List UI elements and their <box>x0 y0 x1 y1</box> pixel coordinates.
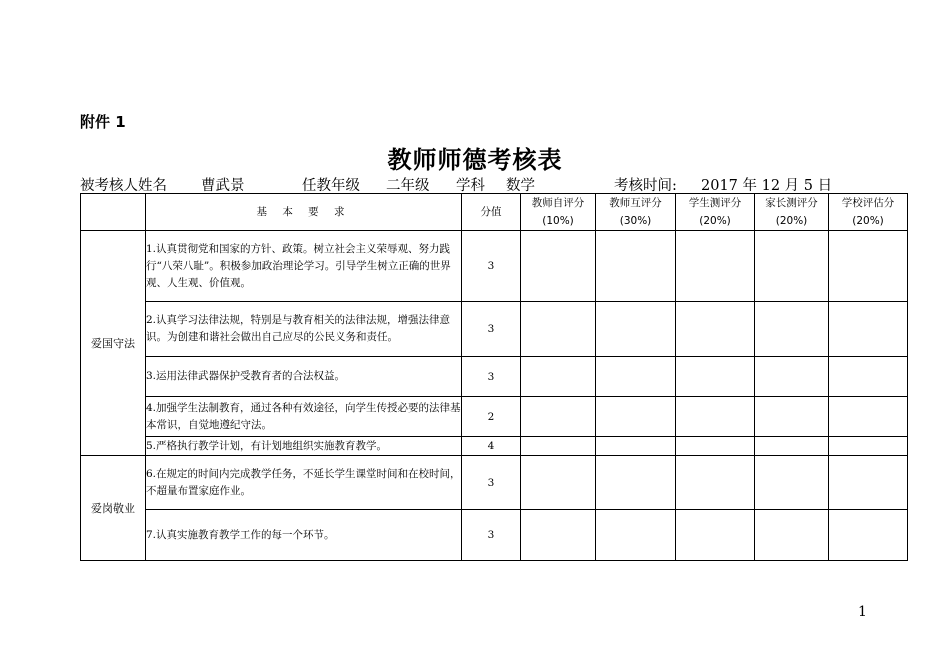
student-eval-cell[interactable] <box>676 437 755 456</box>
parent-eval-cell[interactable] <box>755 397 829 437</box>
table-row <box>81 302 908 357</box>
header-category <box>81 194 146 231</box>
school-eval-cell[interactable] <box>829 357 908 397</box>
date-value: 2017 年 12 月 5 日 <box>701 178 833 194</box>
header-self-eval <box>521 194 596 231</box>
header-requirements: 基 本 要 求 <box>146 194 462 231</box>
subject-value: 数学 <box>506 178 535 194</box>
evaluation-table <box>80 193 908 561</box>
parent-eval-cell[interactable] <box>755 302 829 357</box>
header-score: 分值 <box>462 194 521 231</box>
school-eval-cell[interactable] <box>829 397 908 437</box>
student-eval-cell[interactable] <box>676 510 755 561</box>
header-parent-eval-label: 家长测评分 <box>765 197 818 209</box>
self-eval-cell[interactable] <box>521 456 596 510</box>
student-eval-cell[interactable] <box>676 231 755 302</box>
header-student-eval-label: 学生测评分 <box>688 197 742 209</box>
attachment-label: 附件 1 <box>80 113 126 131</box>
name-value: 曹武景 <box>201 178 245 194</box>
requirement-text: 5.严格执行教学计划，有计划地组织实施教育教学。 <box>146 437 462 456</box>
table-row <box>81 231 908 302</box>
table-row <box>81 437 908 456</box>
header-student-eval <box>676 194 755 231</box>
date-label: 考核时间: <box>614 178 677 194</box>
parent-eval-cell[interactable] <box>755 357 829 397</box>
category-patriotic-law-abiding: 爱国守法 <box>81 231 146 456</box>
score-value: 2 <box>462 397 521 437</box>
school-eval-cell[interactable] <box>829 456 908 510</box>
parent-eval-cell[interactable] <box>755 456 829 510</box>
student-eval-cell[interactable] <box>676 302 755 357</box>
category-dedication: 爱岗敬业 <box>81 456 146 561</box>
grade-label: 任教年级 <box>302 178 360 194</box>
school-eval-cell[interactable] <box>829 437 908 456</box>
name-label: 被考核人姓名 <box>80 178 167 194</box>
peer-eval-cell[interactable] <box>596 302 676 357</box>
header-parent-eval-weight: (20%) <box>775 215 808 227</box>
self-eval-cell[interactable] <box>521 357 596 397</box>
student-eval-cell[interactable] <box>676 456 755 510</box>
requirement-text: 2.认真学习法律法规，特别是与教育相关的法律法规，增强法律意识。为创建和谐社会做出自己应尽的公民义务和责任。 <box>146 302 462 357</box>
header-parent-eval <box>755 194 829 231</box>
student-eval-cell[interactable] <box>676 397 755 437</box>
peer-eval-cell[interactable] <box>596 456 676 510</box>
requirement-text: 6.在规定的时间内完成教学任务，不延长学生课堂时间和在校时间，不超量布置家庭作业。 <box>146 456 462 510</box>
score-value: 3 <box>462 302 521 357</box>
self-eval-cell[interactable] <box>521 437 596 456</box>
parent-eval-cell[interactable] <box>755 437 829 456</box>
header-school-eval <box>829 194 908 231</box>
requirement-text: 3.运用法律武器保护受教育者的合法权益。 <box>146 357 462 397</box>
header-school-eval-label: 学校评估分 <box>841 197 895 209</box>
header-row <box>81 194 908 231</box>
table-row <box>81 510 908 561</box>
grade-value: 二年级 <box>386 178 430 194</box>
student-eval-cell[interactable] <box>676 357 755 397</box>
score-value: 4 <box>462 437 521 456</box>
header-self-eval-label: 教师自评分 <box>531 197 585 209</box>
page-number: 1 <box>858 604 867 620</box>
peer-eval-cell[interactable] <box>596 231 676 302</box>
requirement-text: 4.加强学生法制教育，通过各种有效途径，向学生传授必要的法律基本常识，自觉地遵纪守法。 <box>146 397 462 437</box>
school-eval-cell[interactable] <box>829 302 908 357</box>
parent-eval-cell[interactable] <box>755 510 829 561</box>
header-self-eval-weight: (10%) <box>542 215 574 227</box>
document-title: 教师师德考核表 <box>387 145 563 174</box>
header-student-eval-weight: (20%) <box>699 215 731 227</box>
header-peer-eval-label: 教师互评分 <box>609 197 662 209</box>
school-eval-cell[interactable] <box>829 231 908 302</box>
school-eval-cell[interactable] <box>829 510 908 561</box>
peer-eval-cell[interactable] <box>596 510 676 561</box>
score-value: 3 <box>462 357 521 397</box>
score-value: 3 <box>462 456 521 510</box>
header-peer-eval <box>596 194 676 231</box>
header-peer-eval-weight: (30%) <box>619 215 652 227</box>
self-eval-cell[interactable] <box>521 231 596 302</box>
requirement-text: 7.认真实施教育教学工作的每一个环节。 <box>146 510 462 561</box>
score-value: 3 <box>462 231 521 302</box>
requirement-text: 1.认真贯彻党和国家的方针、政策。树立社会主义荣辱观、努力践行“八荣八耻”。积极参加政治理论学习。引导学生树立正确的世界观、人生观、价值观。 <box>146 231 462 302</box>
peer-eval-cell[interactable] <box>596 357 676 397</box>
parent-eval-cell[interactable] <box>755 231 829 302</box>
score-value: 3 <box>462 510 521 561</box>
peer-eval-cell[interactable] <box>596 397 676 437</box>
table-row <box>81 456 908 510</box>
subject-label: 学科 <box>456 178 485 194</box>
self-eval-cell[interactable] <box>521 302 596 357</box>
header-school-eval-weight: (20%) <box>852 215 884 227</box>
peer-eval-cell[interactable] <box>596 437 676 456</box>
table-row <box>81 397 908 437</box>
table-row <box>81 357 908 397</box>
self-eval-cell[interactable] <box>521 397 596 437</box>
self-eval-cell[interactable] <box>521 510 596 561</box>
